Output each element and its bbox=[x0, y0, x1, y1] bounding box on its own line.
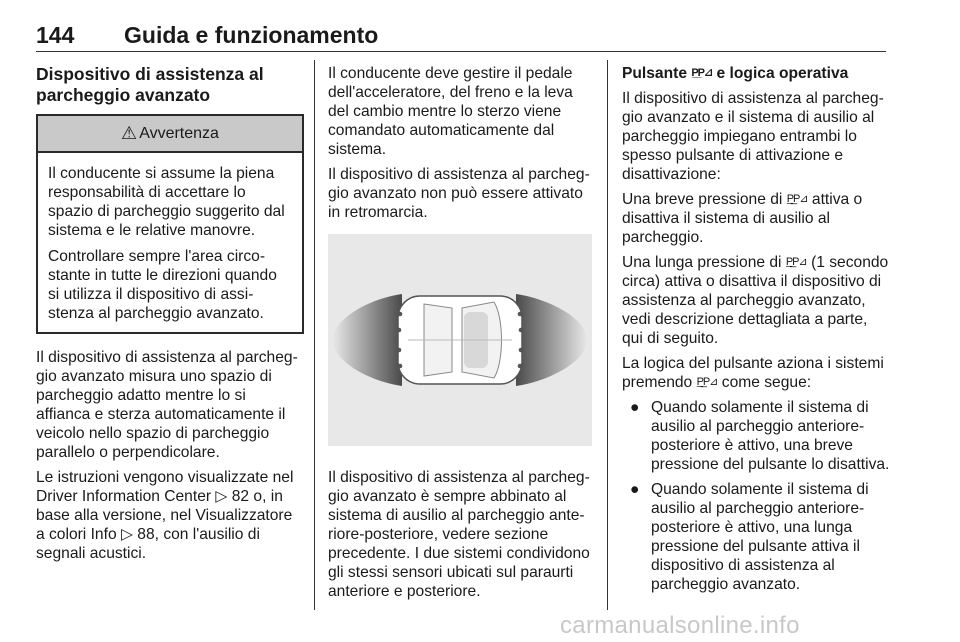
column-2 bbox=[328, 64, 596, 607]
column-3 bbox=[622, 64, 892, 600]
paragraph: La logica del pulsante aziona i sistemi premendo P̲̲P⊿ come segue: bbox=[622, 355, 884, 391]
bullet-icon: ● bbox=[630, 481, 640, 498]
list-item: ● Quando solamente il sistema di ausilio al parcheggio anteriore-posteriore è attivo, una lunga pressione del pulsante attiva il dispositivo di assistenza al parcheggio avanzato. bbox=[630, 481, 869, 593]
paragraph: Il dispositivo di assistenza al parcheggio avanzato è sempre abbinato al sistema di ausilio al parcheggio anteriore-posteriore, vedere sezione precedente. I due sistemi condividono gli stessi sensori ubicati sul paraurti anteriore e posteriore. bbox=[328, 469, 590, 600]
bullet-icon: ● bbox=[630, 399, 640, 416]
column-1 bbox=[36, 64, 304, 569]
list-item: ● Quando solamente il sistema di ausilio al parcheggio anteriore-posteriore è attivo, una breve pressione del pulsante lo disattiva. bbox=[630, 399, 890, 473]
paragraph: Il conducente deve gestire il pedale dell'acceleratore, del freno e la leva del cambio mentre lo sterzo viene comandato automaticamente dal sistema. bbox=[328, 65, 573, 158]
rear-sensor-zone bbox=[333, 294, 402, 386]
warning-triangle-icon: ⚠ bbox=[121, 123, 138, 143]
front-sensor-zone bbox=[516, 294, 587, 386]
parking-assist-button-icon: P̲̲P⊿ bbox=[786, 193, 808, 205]
page-number: 144 bbox=[36, 22, 75, 48]
paragraph: Il dispositivo di assistenza al parcheggio avanzato non può essere attivato in retromarcia. bbox=[328, 166, 590, 221]
reference-triangle-icon: ▷ bbox=[120, 526, 133, 543]
car-sensors-svg bbox=[328, 234, 592, 446]
watermark: carmanualsonline.info bbox=[560, 612, 800, 639]
warning-text-1: Il conducente si assume la piena responsabilità di accettare lo spazio di parcheggio suggerito dal sistema e le relative manovre. bbox=[48, 165, 285, 239]
car-top-view bbox=[398, 296, 522, 384]
column-divider-1 bbox=[314, 60, 315, 610]
warning-text-2: Controllare sempre l'area circostante in tutte le direzioni quando si utilizza il dispositivo di assistenza al parcheggio avanzato. bbox=[48, 248, 277, 322]
parking-assist-button-icon: P̲̲P⊿ bbox=[696, 376, 718, 388]
warning-header bbox=[38, 116, 302, 153]
header-divider bbox=[36, 51, 886, 52]
parking-assist-button-icon: P̲̲P⊿ bbox=[691, 67, 713, 79]
page-title: Guida e funzionamento bbox=[124, 22, 379, 48]
paragraph: Una lunga pressione di P̲̲P⊿ (1 secondo circa) attiva o disattiva il dispositivo di assistenza al parcheggio avanzato, vedi descrizione dettagliata a parte, qui di seguito. bbox=[622, 254, 889, 347]
paragraph: Una breve pressione di P̲̲P⊿ attiva o disattiva il sistema di ausilio al parcheggio. bbox=[622, 191, 863, 246]
warning-box bbox=[36, 114, 304, 334]
warning-title: Avvertenza bbox=[139, 125, 219, 142]
section-title: Dispositivo di assistenza al parcheggio avanzato bbox=[36, 64, 264, 105]
warning-body bbox=[38, 153, 302, 332]
paragraph: Il dispositivo di assistenza al parcheggio avanzato misura uno spazio di parcheggio adatto mentre lo si affianca e sterza automaticamente il veicolo nello spazio di parcheggio parallelo o perpendicolare. bbox=[36, 349, 298, 461]
page-ref-link[interactable]: 82 bbox=[231, 488, 250, 505]
paragraph: Il dispositivo di assistenza al parcheggio avanzato e il sistema di ausilio al parcheggio impiegano entrambi lo spesso pulsante di attivazione e disattivazione: bbox=[622, 90, 884, 183]
paragraph-instructions: Le istruzioni vengono visualizzate nel Driver Information Center ▷ 82 o, in base alla versione, nel Visualizzatore a colori Info ▷ 88, con l'ausilio di segnali acustici. bbox=[36, 469, 294, 562]
parking-sensor-illustration bbox=[328, 234, 592, 446]
bullet-list bbox=[622, 398, 892, 594]
page-ref-link[interactable]: 88 bbox=[137, 526, 155, 543]
column-divider-2 bbox=[607, 60, 608, 610]
subsection-title: Pulsante P̲̲P⊿ e logica operativa bbox=[622, 65, 849, 82]
reference-triangle-icon: ▷ bbox=[215, 488, 228, 505]
parking-assist-button-icon: P̲̲P⊿ bbox=[785, 256, 807, 268]
page-header bbox=[36, 22, 886, 52]
